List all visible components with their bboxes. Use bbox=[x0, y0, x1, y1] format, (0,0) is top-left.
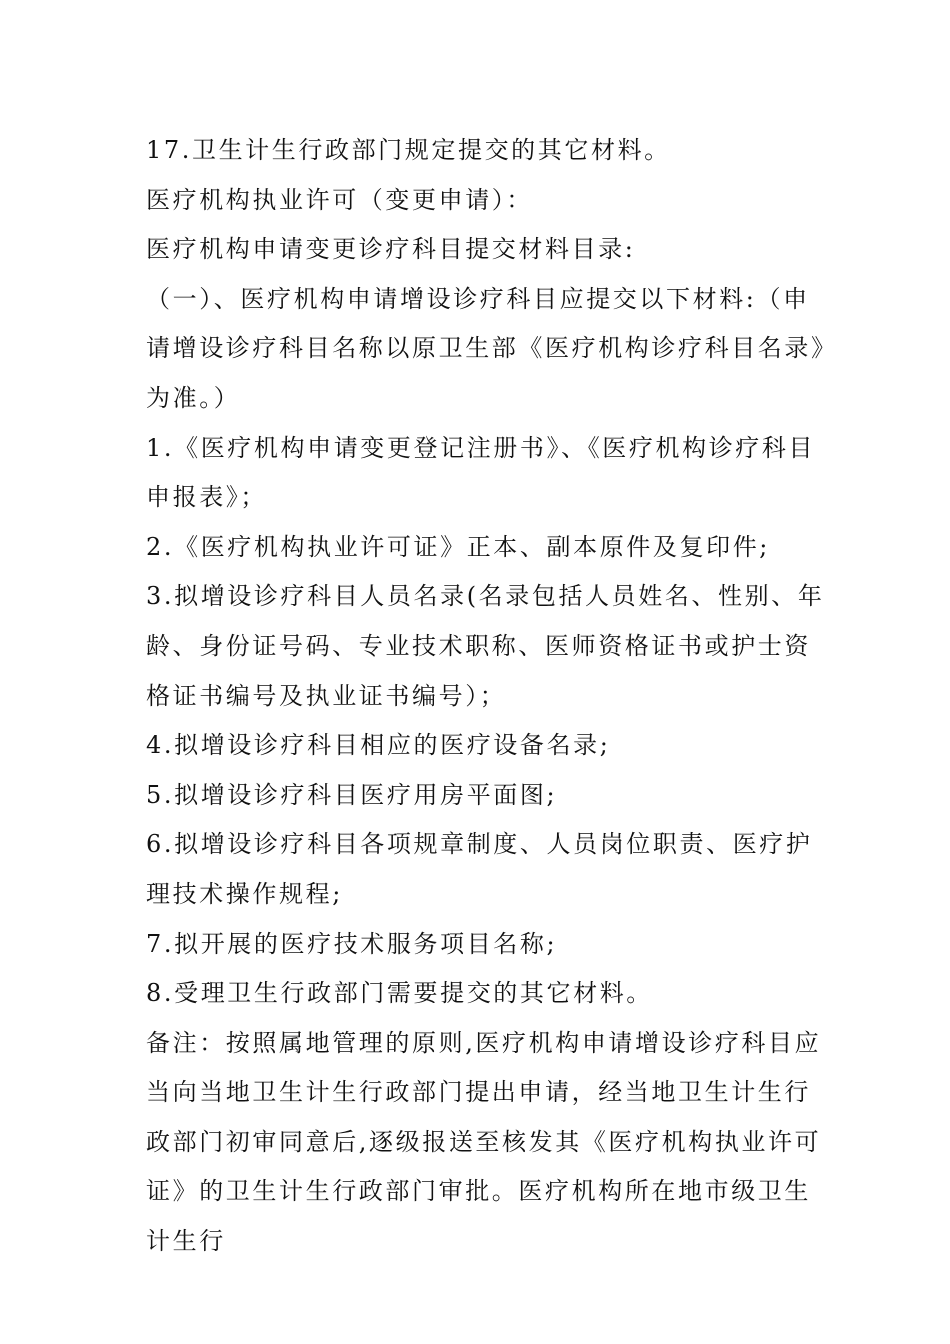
list-item-7: 7.拟开展的医疗技术服务项目名称; bbox=[146, 929, 558, 958]
materials-list-title: 医疗机构申请变更诊疗科目提交材料目录: bbox=[146, 235, 636, 264]
document-body bbox=[146, 126, 836, 1267]
list-item-2: 2.《医疗机构执业许可证》正本、副本原件及复印件; bbox=[146, 532, 770, 561]
list-item-8: 8.受理卫生行政部门需要提交的其它材料。 bbox=[146, 979, 653, 1008]
list-item-5: 5.拟增设诊疗科目医疗用房平面图; bbox=[146, 780, 558, 809]
list-item-4: 4.拟增设诊疗科目相应的医疗设备名录; bbox=[146, 731, 611, 760]
list-item-6: 6.拟增设诊疗科目各项规章制度、人员岗位职责、医疗护理技术操作规程; bbox=[146, 830, 813, 908]
list-item-3: 3.拟增设诊疗科目人员名录(名录包括人员姓名、性别、年龄、身份证号码、专业技术职称、医师资格证书或护士资格证书编号及执业证书编号）； bbox=[146, 582, 825, 710]
list-item-1: 1.《医疗机构申请变更登记注册书》、《医疗机构诊疗科目申报表》； bbox=[146, 433, 816, 512]
section-one-intro: （一）、医疗机构申请增设诊疗科目应提交以下材料:（申请增设诊疗科目名称以原卫生部《医疗机构诊疗科目名录》为准。） bbox=[146, 284, 826, 412]
remarks-paragraph: 备注：按照属地管理的原则,医疗机构申请增设诊疗科目应当向当地卫生计生行政部门提出申请，经当地卫生计生行政部门初审同意后,逐级报送至核发其《医疗机构执业许可证》的卫生计生行政部门审批。医疗机构所在地市级卫生计生行 bbox=[146, 1028, 822, 1256]
paragraph-item-17: 17.卫生计生行政部门规定提交的其它材料。 bbox=[146, 136, 671, 164]
section-heading-change-application: 医疗机构执业许可（变更申请）： bbox=[146, 185, 533, 214]
